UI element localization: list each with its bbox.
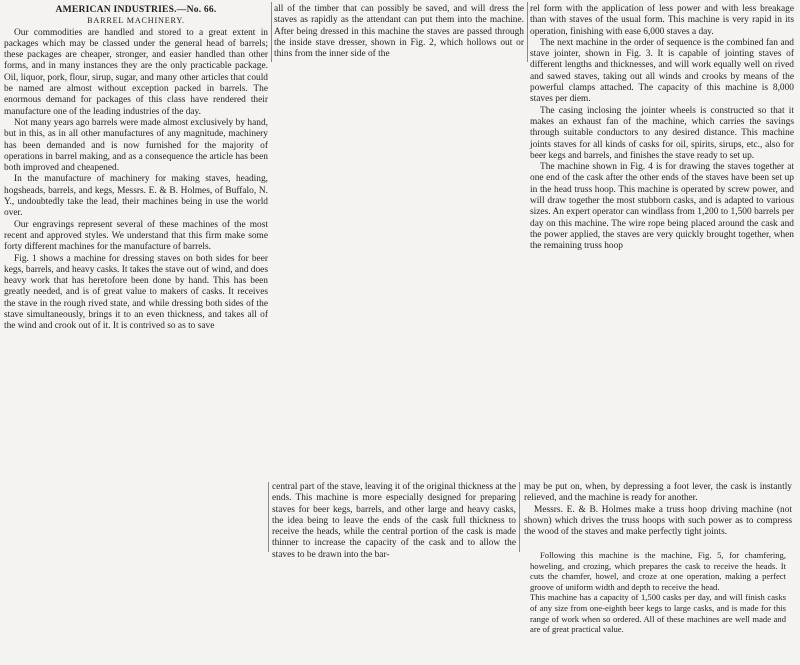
paragraph: central part of the stave, leaving it of the original thickness at the ends. This machine is more especially designed for preparing staves for beer kegs, barrels, and other large and heavy casks, the idea being to leave the ends of the cask full thickness to receive the heads, while the central portion of the cask is made thinner to increase the capacity of the cask and to allow the staves to be drawn into the bar- bbox=[272, 482, 516, 560]
column-2-top bbox=[274, 4, 524, 60]
paragraph: Our engravings represent several of these machines of the most recent and approved styles. We understand that this firm make some forty different machines for the manufacture of barrels. bbox=[4, 219, 268, 253]
column-3-top bbox=[530, 4, 794, 253]
paragraph: This machine has a capacity of 1,500 casks per day, and will finish casks of any size from one-eighth beer kegs to large casks, and is made for this range of work when so ordered. All of these machines are well made and are of great practical value. bbox=[530, 592, 786, 635]
article-title: AMERICAN INDUSTRIES.—No. 66. bbox=[55, 4, 217, 15]
paragraph: Not many years ago barrels were made almost exclusively by hand, but in this, as in all other manufactures of any magnitude, machinery has been demanded and is now furnished for the majority of operations in barrel making, and as a consequence the article has been both improved and cheapened. bbox=[4, 117, 268, 174]
paragraph: may be put on, when, by depressing a foot lever, the cask is instantly relieved, and the machine is ready for another. bbox=[524, 482, 792, 504]
column-3-bottom bbox=[524, 482, 792, 538]
column-2-bottom bbox=[272, 482, 516, 561]
column-rule bbox=[268, 482, 269, 552]
column-rule bbox=[527, 2, 528, 62]
column-3-small bbox=[530, 550, 786, 635]
paragraph: rel form with the application of less power and with less breakage than with staves of the usual form. This machine is very rapid in its operation, finishing with ease 6,000 staves a day. bbox=[530, 4, 794, 37]
column-1 bbox=[4, 4, 268, 333]
paragraph: Following this machine is the machine, Fig. 5, for chamfering, howeling, and crozing, which prepares the cask to receive the heads. It cuts the chamfer, howel, and croze at one operation, making a perfect groove of uniform width and depth to receive the head. bbox=[530, 550, 786, 592]
paragraph: Fig. 1 shows a machine for dressing staves on both sides for beer kegs, barrels, and heavy casks. It takes the stave out of wind, and does heavy work that has heretofore been done by hand. This has been greatly needed, and is of great value to makers of casks. It receives the stave in the rough rived state, and while dressing both sides of the stave simultaneously, brings it to an even thickness, and takes all of the wind and crook out of it. It is contrived so as to save bbox=[4, 253, 268, 332]
column-rule bbox=[271, 2, 272, 62]
column-rule bbox=[519, 482, 520, 552]
article-subtitle: BARREL MACHINERY. bbox=[87, 16, 185, 26]
paragraph: The casing inclosing the jointer wheels is constructed so that it makes an exhaust fan of the machine, which carries the savings through suitable conductors to any desired distance. This machine joints staves for all kinds of casks for oil, spirits, sirups, etc., also for beer kegs and barrels, and finishes the stave ready to set up. bbox=[530, 105, 794, 161]
paragraph: Our commodities are handled and stored to a great extent in packages which may be classed under the general head of barrels; these packages are cheaper, stronger, and easier handled than other forms, and in many instances they are the only practicable package. Oil, liquor, pork, flour, sirup, sugar, and many other articles that could be named are almost without exception packed in barrels. The enormous demand for packages of this class have rendered their manufacture one of the leading industries of the day. bbox=[4, 27, 268, 117]
paragraph: The next machine in the order of sequence is the combined fan and stave jointer, shown in Fig. 3. It is capable of jointing staves of different lengths and thicknesses, and will work equally well on rived and sawed staves, taking out all winds and crooks by means of the powerful clamps attached. The capacity of this machine is 8,000 staves per diem. bbox=[530, 37, 794, 105]
paragraph: In the manufacture of machinery for making staves, heading, hogsheads, barrels, and kegs, Messrs. E. & B. Holmes, of Buffalo, N. Y., undoubtedly take the lead, their machines being in use the world over. bbox=[4, 174, 268, 219]
paragraph: The machine shown in Fig. 4 is for drawing the staves together at one end of the cask after the other ends of the staves have been set up in the head truss hoop. This machine is operated by screw power, and will draw together the most stubborn casks, and is adapted to various sizes. An expert operator can windlass from 1,200 to 1,500 barrels per day on this machine. The wire rope being placed around the cask and the power applied, the staves are very quickly brought together, when the remaining truss hoop bbox=[530, 162, 794, 252]
paragraph: Messrs. E. & B. Holmes make a truss hoop driving machine (not shown) which drives the truss hoops with such power as to compress the wood of the staves and make perfectly tight joints. bbox=[524, 504, 792, 538]
paragraph: all of the timber that can possibly be saved, and will dress the staves as rapidly as the attendant can put them into the machine. After being dressed in this machine the staves are passed through the inside stave dresser, shown in Fig. 2, which hollows out or thins from the inner side of the bbox=[274, 4, 524, 60]
